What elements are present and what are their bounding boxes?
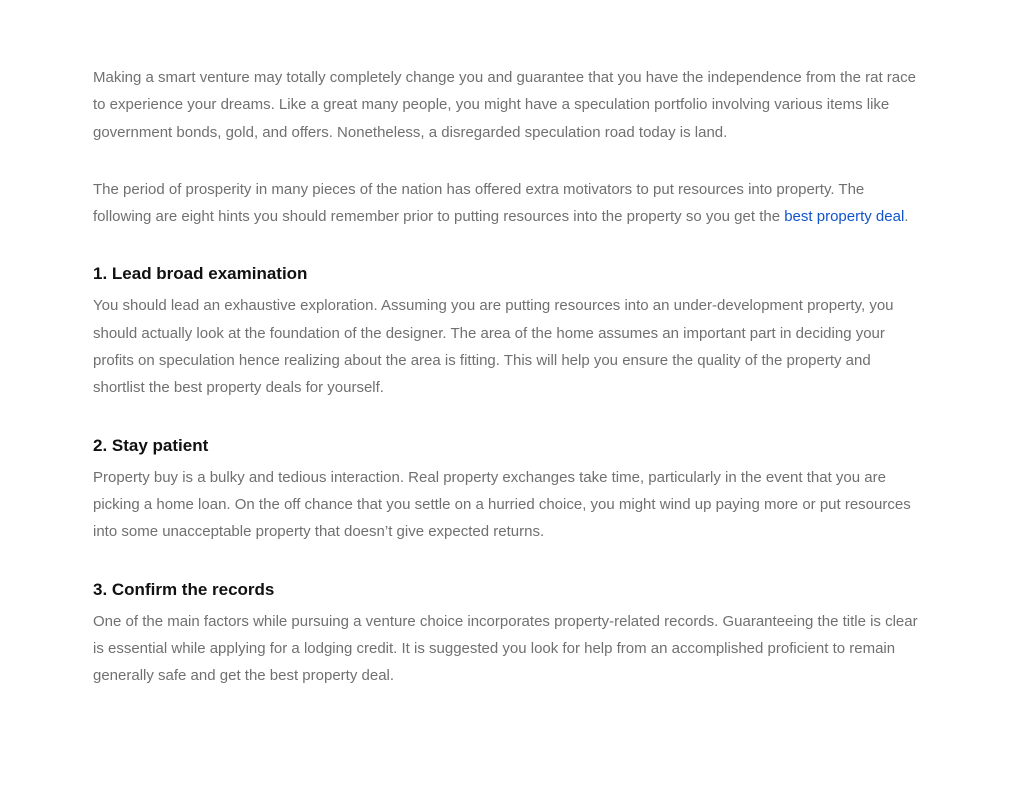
section-heading: 1. Lead broad examination: [93, 264, 308, 284]
intro-paragraph-2-text: The period of prosperity in many pieces of the nation has offered extra motivators to put resources into property. The following are eight hints you should remember prior to putting resources into the property so you get the: [93, 180, 865, 226]
document-body: [93, 64, 923, 689]
section-body: Property buy is a bulky and tedious interaction. Real property exchanges take time, particularly in the event that you are picking a home loan. On the off chance that you settle on a hurried choice, you might wind up paying more or put resources into some unacceptable property that doesn’t give expected returns.: [93, 468, 911, 541]
section-body: You should lead an exhaustive exploration. Assuming you are putting resources into an under-development property, you should actually look at the foundation of the designer. The area of the home assumes an important part in deciding your profits on speculation hence realizing about the area is fitting. This will help you ensure the quality of the property and shortlist the best property deals for yourself.: [93, 297, 894, 397]
intro-paragraph-2-end: .: [904, 208, 909, 226]
section-stay-patient: [93, 434, 923, 546]
intro-paragraph-1: Making a smart venture may totally completely change you and guarantee that you have the independence from the rat race to experience your dreams. Like a great many people, you might have a speculation portfolio involving various items like government bonds, gold, and offers. Nonetheless, a disregarded speculation road today is land.: [93, 69, 916, 141]
best-property-deal-link[interactable]: best property deal: [784, 208, 905, 226]
section-lead-broad-examination: [93, 262, 923, 401]
section-heading: 3. Confirm the records: [93, 579, 275, 599]
intro-paragraph-2: [93, 176, 923, 231]
section-body: One of the main factors while pursuing a venture choice incorporates property-related records. Guaranteeing the title is clear is essential while applying for a lodging credit. It is suggested you look for help from an accomplished proficient to remain generally safe and get the best property deal.: [93, 612, 918, 685]
section-heading: 2. Stay patient: [93, 435, 209, 455]
section-confirm-the-records: [93, 578, 923, 690]
